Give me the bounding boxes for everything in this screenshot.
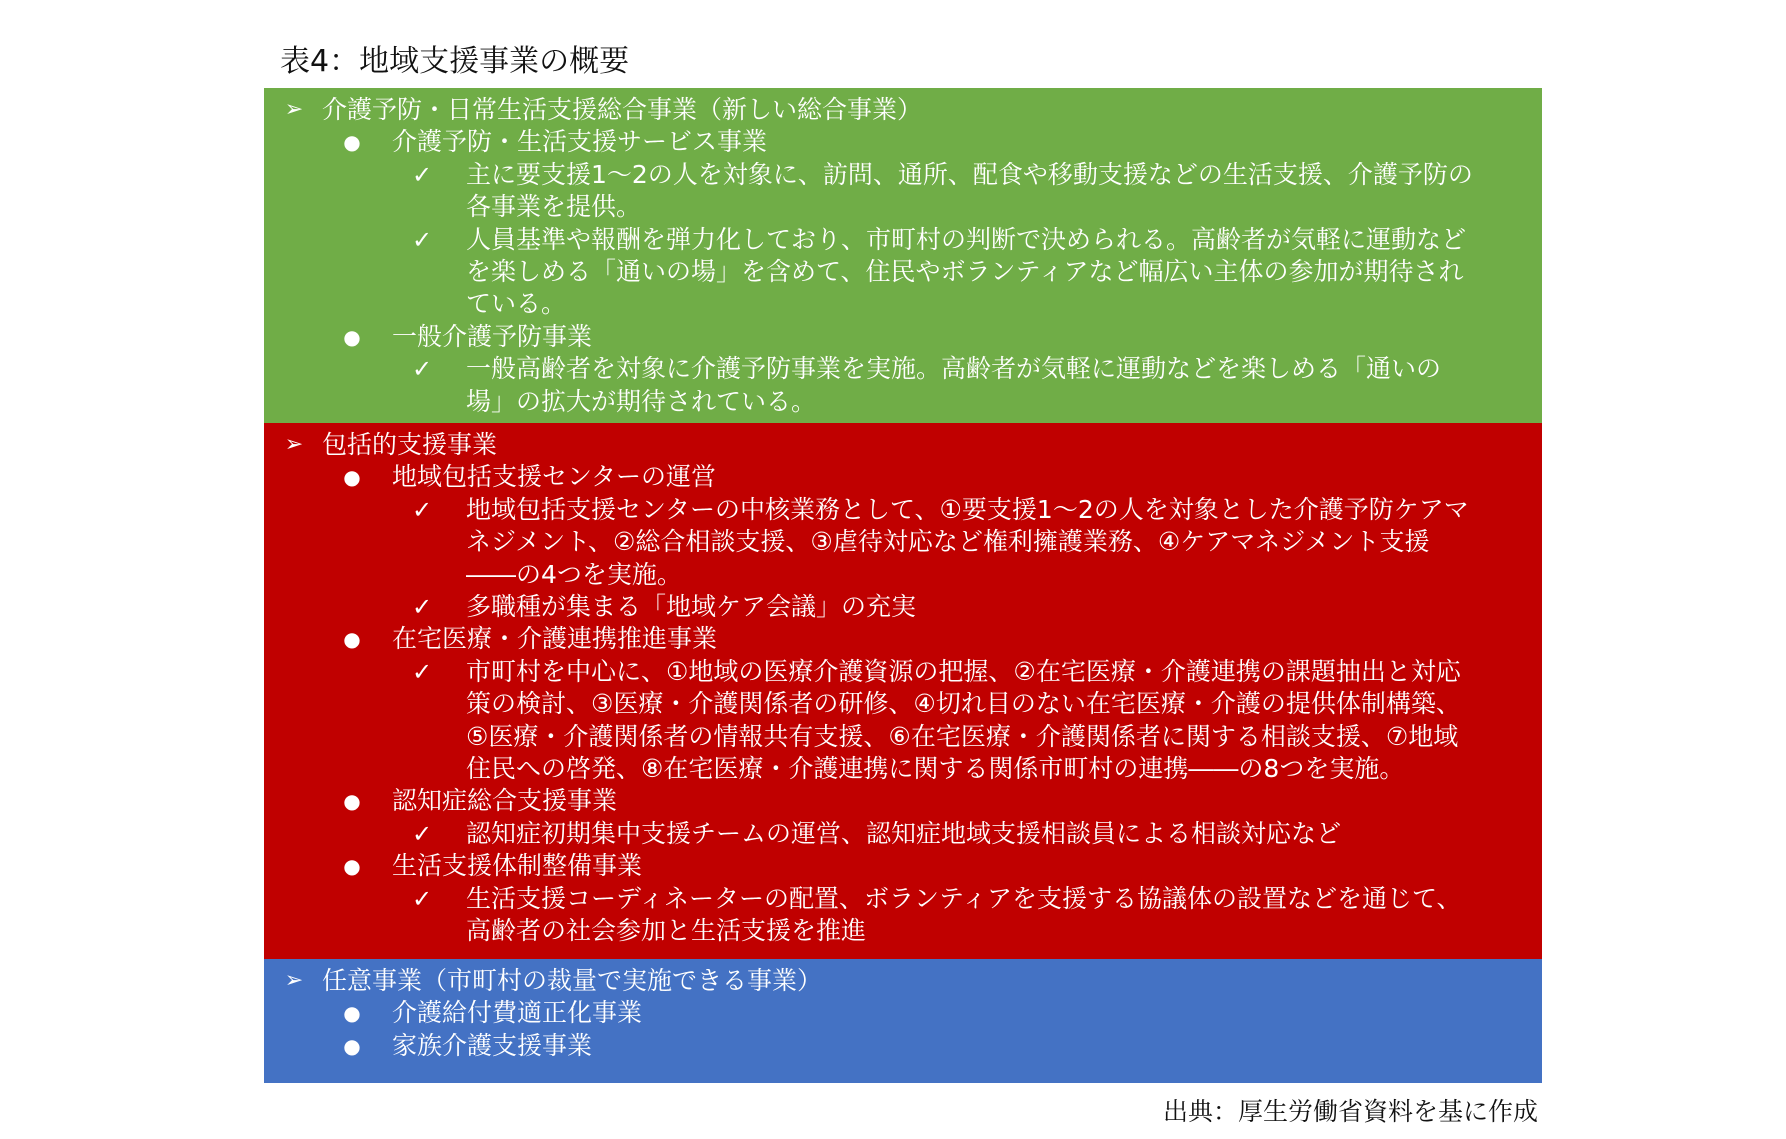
detail-item	[264, 656, 1542, 786]
detail-line: ――の4つを実施。	[466, 559, 682, 589]
list-item	[264, 321, 1542, 353]
detail-line: 地域包括支援センターの中核業務として、①要支援1～2の人を対象とした介護予防ケアマ	[466, 494, 1469, 524]
detail-line: ネジメント、②総合相談支援、③虐待対応など権利擁護業務、④ケアマネジメント支援	[466, 527, 1430, 557]
detail-line: 認知症初期集中支援チームの運営、認知症地域支援相談員による相談対応など	[466, 818, 1342, 848]
detail-line: 場」の拡大が期待されている。	[466, 386, 817, 416]
detail-line: ⑤医療・介護関係者の情報共有支援、⑥在宅医療・介護関係者に関する相談支援、⑦地域	[466, 721, 1459, 751]
checkmark-icon: ✓	[411, 495, 433, 524]
list-item	[264, 785, 1542, 817]
detail-item	[264, 818, 1542, 850]
section-optional-programs	[264, 959, 1542, 1083]
checkmark-icon: ✓	[411, 657, 433, 686]
checkmark-icon: ✓	[411, 593, 433, 622]
checkmark-icon: ✓	[411, 355, 433, 384]
detail-line: 市町村を中心に、①地域の医療介護資源の把握、②在宅医療・介護連携の課題抽出と対応	[466, 656, 1461, 686]
list-item-label: 介護給付費適正化事業	[392, 998, 643, 1028]
dot-bullet-icon: ●	[343, 1001, 361, 1026]
list-item-label: 在宅医療・介護連携推進事業	[392, 624, 718, 654]
list-item	[264, 623, 1542, 655]
detail-item	[264, 224, 1542, 321]
detail-line: 人員基準や報酬を弾力化しており、市町村の判断で決められる。高齢者が気軽に運動など	[466, 224, 1467, 254]
dot-bullet-icon: ●	[343, 789, 361, 814]
section-heading-text: 包括的支援事業	[322, 430, 498, 459]
detail-line: 主に要支援1～2の人を対象に、訪問、通所、配食や移動支援などの生活支援、介護予防の	[466, 159, 1473, 189]
detail-item	[264, 159, 1542, 224]
detail-line: 策の検討、③医療・介護関係者の研修、④切れ目のない在宅医療・介護の提供体制構築、	[466, 689, 1461, 719]
dot-bullet-icon: ●	[343, 465, 361, 490]
list-item-label: 地域包括支援センターの運営	[392, 462, 717, 492]
checkmark-icon: ✓	[411, 819, 433, 848]
checkmark-icon: ✓	[411, 884, 433, 913]
list-item	[264, 461, 1542, 493]
list-item-label: 生活支援体制整備事業	[392, 851, 643, 881]
detail-line: 住民への啓発、⑧在宅医療・介護連携に関する関係市町村の連携――の8つを実施。	[466, 754, 1405, 784]
detail-line: 各事業を提供。	[466, 192, 642, 222]
dot-bullet-icon: ●	[343, 854, 361, 879]
section-heading	[264, 965, 1542, 997]
arrow-bullet-icon: ➢	[284, 968, 304, 993]
detail-item	[264, 883, 1542, 948]
section-heading	[264, 94, 1542, 126]
list-item	[264, 1030, 1542, 1062]
table-title: 表4：地域支援事業の概要	[280, 44, 630, 79]
detail-line: を楽しめる「通いの場」を含めて、住民やボランティアなど幅広い主体の参加が期待され	[466, 257, 1464, 287]
list-item	[264, 997, 1542, 1029]
list-item-label: 家族介護支援事業	[392, 1030, 593, 1060]
checkmark-icon: ✓	[411, 225, 433, 254]
dot-bullet-icon: ●	[343, 130, 361, 155]
list-item-label: 認知症総合支援事業	[392, 786, 618, 816]
checkmark-icon: ✓	[411, 160, 433, 189]
section-heading-text: 介護予防・日常生活支援総合事業（新しい総合事業）	[322, 95, 923, 124]
section-heading-text: 任意事業（市町村の裁量で実施できる事業）	[322, 966, 823, 995]
detail-item	[264, 591, 1542, 623]
detail-line: ている。	[466, 289, 567, 319]
list-item-label: 一般介護予防事業	[392, 321, 593, 351]
source-citation: 出典：厚生労働省資料を基に作成	[1162, 1097, 1538, 1126]
detail-line: 多職種が集まる「地域ケア会議」の充実	[466, 592, 917, 622]
detail-line: 高齢者の社会参加と生活支援を推進	[466, 916, 867, 946]
detail-item	[264, 494, 1542, 591]
detail-line: 生活支援コーディネーターの配置、ボランティアを支援する協議体の設置などを通じて、	[466, 883, 1462, 913]
detail-line: 一般高齢者を対象に介護予防事業を実施。高齢者が気軽に運動などを楽しめる「通いの	[466, 354, 1442, 384]
section-comprehensive-support	[264, 423, 1542, 959]
detail-item	[264, 353, 1542, 418]
arrow-bullet-icon: ➢	[284, 432, 304, 457]
section-general-program	[264, 88, 1542, 423]
list-item-label: 介護予防・生活支援サービス事業	[392, 127, 768, 157]
list-item	[264, 126, 1542, 158]
arrow-bullet-icon: ➢	[284, 97, 304, 122]
list-item	[264, 850, 1542, 882]
section-heading	[264, 429, 1542, 461]
dot-bullet-icon: ●	[343, 324, 361, 349]
dot-bullet-icon: ●	[343, 627, 361, 652]
dot-bullet-icon: ●	[343, 1033, 361, 1058]
